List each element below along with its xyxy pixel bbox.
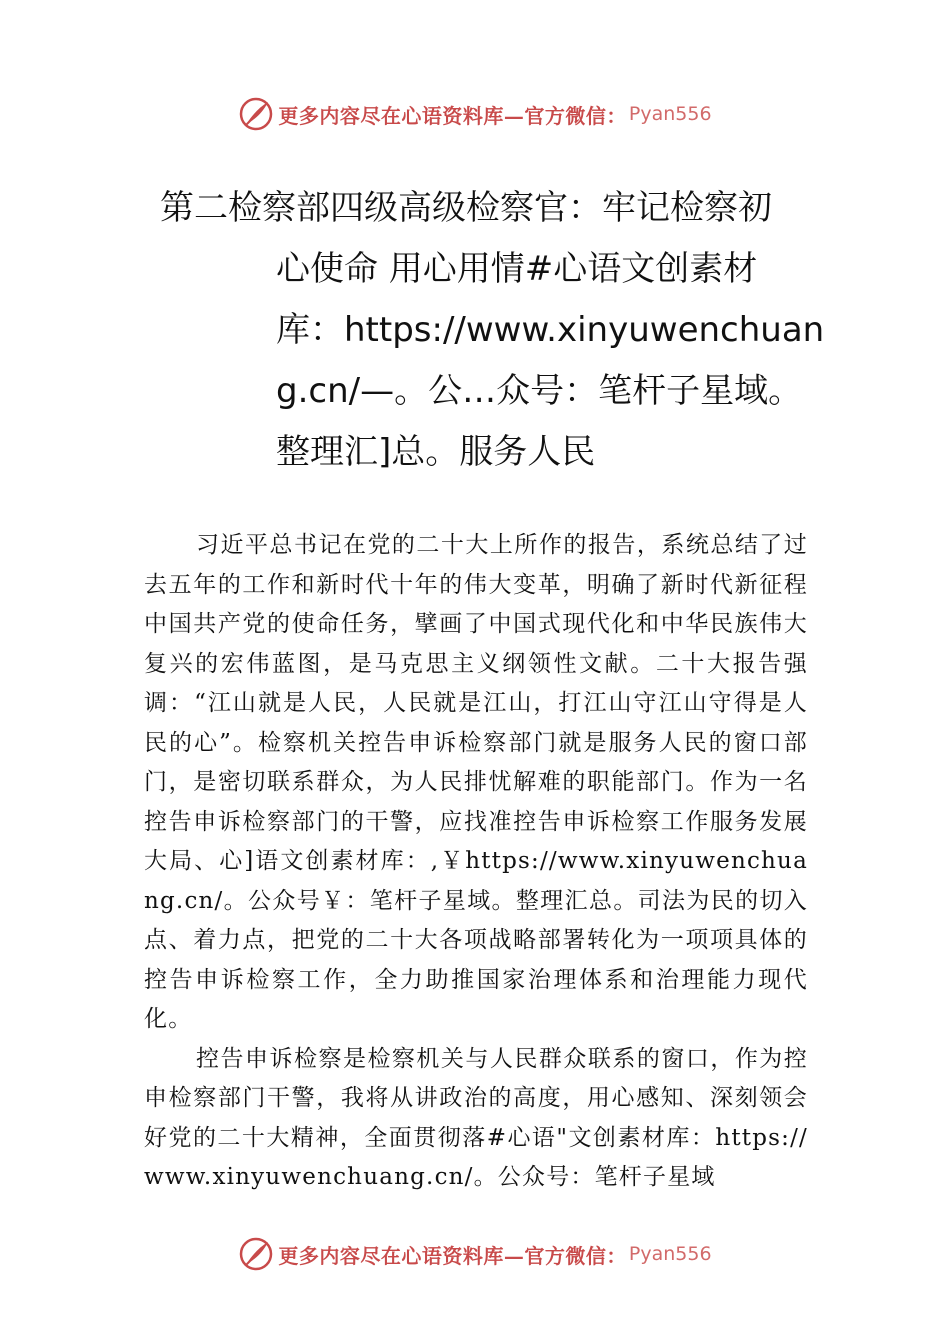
wechat-id: Pyan556 — [628, 1243, 712, 1265]
title-line: 心使命 用心用情#心语文创素材 — [276, 249, 758, 289]
wechat-id: Pyan556 — [628, 103, 712, 125]
promo-text: 更多内容尽在心语资料库—官方微信： — [278, 103, 627, 128]
title-line: 库：https://www.xinyuwenchuan — [276, 310, 825, 350]
body-paragraph: 习近平总书记在党的二十大上所作的报告，系统总结了过去五年的工作和新时代十年的伟大变革，明确了新时代新征程中国共产党的使命任务，擘画了中国式现代化和中华民族伟大复兴的宏伟蓝图，是马克思主义纲领性文献。二十大报告强调：“江山就是人民，人民就是江山，打江山守江山守得是人民的心”。检察机关控告申诉检察部门就是服务人民的窗口部门，是密切联系群众，为人民排忧解难的职能部门。作为一名控告申诉检察部门的干警，应找准控告申诉检察工作服务发展大局、心]语文创素材库：,￥https://www.xinyuwenchuang.cn/。公众号￥：笔杆子星域。整理汇总。司法为民的切入点、着力点，把党的二十大各项战略部署转化为一项项具体的控告申诉检察工作，全力助推国家治理体系和治理能力现代化。 — [144, 532, 808, 1032]
feather-pen-logo-icon — [238, 1236, 274, 1272]
footer-banner — [0, 1232, 950, 1276]
title-line: g.cn/—。公…众号：笔杆子星域。 — [276, 371, 803, 411]
page-title — [0, 178, 950, 483]
header-banner — [0, 92, 950, 136]
feather-pen-logo-icon — [238, 96, 274, 132]
body-paragraph: 控告申诉检察是检察机关与人民群众联系的窗口，作为控申检察部门干警，我将从讲政治的高度，用心感知、深刻领会好党的二十大精神，全面贯彻落#心语"文创素材库：https://www.xinyuwenchuang.cn/。公众号：笔杆子星域 — [144, 1045, 808, 1190]
document-body — [144, 526, 808, 1198]
title-line: 整理汇]总。服务人民 — [276, 432, 596, 472]
promo-text: 更多内容尽在心语资料库—官方微信： — [278, 1243, 627, 1268]
title-line: 第二检察部四级高级检察官：牢记检察初 — [160, 188, 772, 228]
